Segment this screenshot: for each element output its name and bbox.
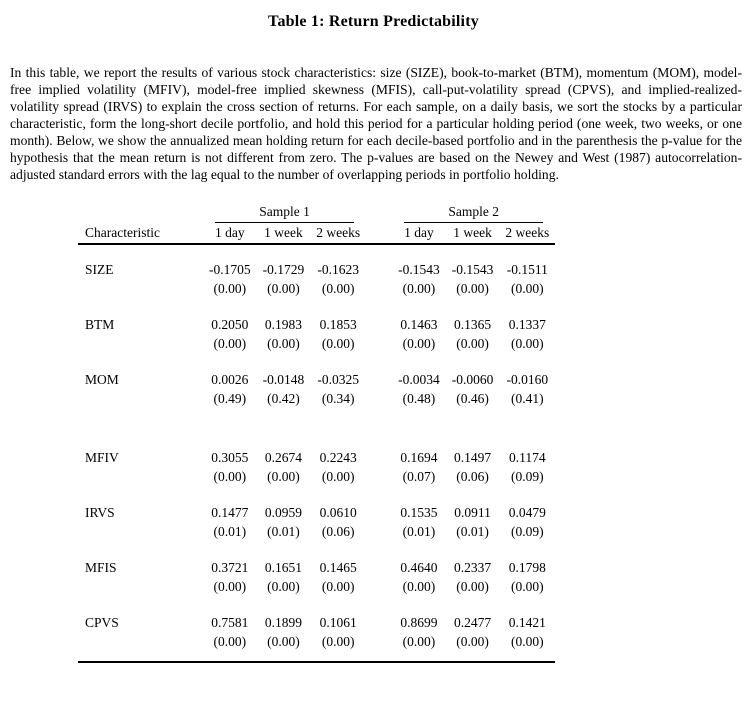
return-value-cell: 0.3055 (211, 450, 249, 465)
column-gap (366, 577, 392, 596)
p-value-cell: (0.06) (456, 469, 489, 484)
characteristic-cell-empty (78, 577, 203, 596)
return-value-cell: 0.2477 (454, 615, 492, 630)
pvalue-row (78, 467, 555, 486)
characteristic-cell: MFIS (85, 560, 117, 575)
p-value-cell: (0.00) (402, 281, 436, 296)
pvalue-row (78, 279, 555, 298)
spacer-cell (78, 244, 555, 260)
return-value-cell: -0.1705 (209, 262, 251, 277)
p-value-cell: (0.00) (321, 469, 355, 484)
pvalue-row (78, 522, 555, 541)
column-gap (366, 223, 392, 244)
column-gap (366, 448, 392, 467)
p-value-cell: (0.00) (267, 634, 300, 649)
return-value-cell: -0.1729 (262, 262, 305, 277)
spacer-cell (78, 298, 555, 315)
empty-header-cell (78, 202, 203, 223)
p-value-cell: (0.41) (511, 391, 544, 406)
return-value-cell: 0.1899 (264, 615, 302, 630)
sample2-group-header (392, 202, 555, 223)
p-value-cell: (0.00) (321, 634, 355, 649)
spacer-row (78, 353, 555, 370)
column-header: 1 day (392, 223, 446, 244)
column-gap (366, 467, 392, 486)
p-value-cell: (0.00) (213, 281, 247, 296)
column-header-row (78, 223, 555, 244)
return-value-cell: 0.1651 (264, 560, 302, 575)
return-value-cell: -0.0325 (317, 372, 359, 387)
p-value-cell: (0.00) (267, 579, 300, 594)
value-row (78, 370, 555, 389)
return-value-cell: 0.7581 (211, 615, 249, 630)
sample1-group-label: Sample 1 (215, 202, 354, 223)
p-value-cell: (0.00) (267, 336, 300, 351)
return-value-cell: 0.8699 (400, 615, 438, 630)
p-value-cell: (0.01) (456, 524, 489, 539)
p-value-cell: (0.06) (321, 524, 355, 539)
pvalue-row (78, 632, 555, 651)
spacer-cell (78, 651, 555, 662)
pvalue-row (78, 389, 555, 408)
return-value-cell: -0.1623 (317, 262, 359, 277)
return-value-cell: 0.1421 (508, 615, 546, 630)
characteristic-cell-empty (78, 522, 203, 541)
p-value-cell: (0.09) (511, 524, 544, 539)
return-value-cell: -0.0160 (506, 372, 549, 387)
spacer-cell (78, 486, 555, 503)
results-table (78, 202, 555, 663)
spacer-cell (78, 596, 555, 613)
p-value-cell: (0.00) (213, 336, 247, 351)
p-value-cell: (0.00) (456, 634, 489, 649)
return-value-cell: 0.1337 (508, 317, 546, 332)
p-value-cell: (0.42) (267, 391, 300, 406)
p-value-cell: (0.00) (321, 579, 355, 594)
p-value-cell: (0.01) (267, 524, 300, 539)
spacer-cell (78, 353, 555, 370)
characteristic-cell-empty (78, 467, 203, 486)
p-value-cell: (0.00) (267, 469, 300, 484)
return-value-cell: 0.2337 (454, 560, 492, 575)
column-header: 1 day (203, 223, 257, 244)
p-value-cell: (0.00) (456, 281, 489, 296)
p-value-cell: (0.00) (321, 281, 355, 296)
table-header (78, 202, 555, 244)
p-value-cell: (0.48) (402, 391, 436, 406)
p-value-cell: (0.00) (511, 281, 544, 296)
characteristic-cell: SIZE (85, 262, 114, 277)
return-value-cell: -0.0034 (398, 372, 440, 387)
return-value-cell: 0.0610 (319, 505, 357, 520)
return-value-cell: 0.1853 (319, 317, 357, 332)
sample2-group-label: Sample 2 (404, 202, 543, 223)
p-value-cell: (0.00) (511, 634, 544, 649)
p-value-cell: (0.00) (402, 634, 436, 649)
p-value-cell: (0.00) (267, 281, 300, 296)
sample-header-row (78, 202, 555, 223)
p-value-cell: (0.00) (402, 579, 436, 594)
p-value-cell: (0.00) (511, 336, 544, 351)
characteristic-cell: MFIV (85, 450, 119, 465)
return-value-cell: 0.1365 (454, 317, 492, 332)
spacer-row (78, 541, 555, 558)
column-header: 2 weeks (310, 223, 366, 244)
p-value-cell: (0.00) (456, 336, 489, 351)
p-value-cell: (0.00) (456, 579, 489, 594)
column-gap (366, 315, 392, 334)
return-value-cell: 0.1535 (400, 505, 438, 520)
value-row (78, 613, 555, 632)
spacer-row (78, 596, 555, 613)
characteristic-cell-empty (78, 279, 203, 298)
column-gap (366, 202, 392, 223)
sample1-group-header (203, 202, 366, 223)
return-value-cell: 0.0479 (508, 505, 546, 520)
column-gap (366, 279, 392, 298)
characteristic-cell-empty (78, 632, 203, 651)
column-gap (366, 334, 392, 353)
spacer-row (78, 651, 555, 662)
return-value-cell: 0.2674 (264, 450, 302, 465)
return-value-cell: 0.4640 (400, 560, 438, 575)
spacer-row (78, 486, 555, 503)
column-gap (366, 503, 392, 522)
spacer-row (78, 408, 555, 448)
return-value-cell: 0.1463 (400, 317, 438, 332)
return-value-cell: -0.0148 (262, 372, 305, 387)
column-header: 2 weeks (499, 223, 555, 244)
characteristic-cell: MOM (85, 372, 119, 387)
spacer-cell (78, 408, 555, 448)
column-gap (366, 632, 392, 651)
return-value-cell: 0.1497 (454, 450, 492, 465)
column-gap (366, 370, 392, 389)
return-value-cell: 0.1174 (509, 450, 546, 465)
p-value-cell: (0.09) (511, 469, 544, 484)
p-value-cell: (0.00) (213, 469, 247, 484)
value-row (78, 558, 555, 577)
p-value-cell: (0.00) (213, 579, 247, 594)
column-gap (366, 613, 392, 632)
table-description: In this table, we report the results of various stock characteristics: size (SIZE), book-to-market (BTM), momentum (MOM), model-free implied volatility (MFIV), model-free implied skewness (MFIS), call-put-volatility spread (CPVS), and implied-realized-volatility spread (IRVS) to explain the cross section of returns. For each sample, on a daily basis, we sort the stocks by a particular characteristic, form the long-short decile portfolio, and hold this period for a particular holding period (one week, two weeks, or one month). Below, we show the annualized mean holding return for each decile-based portfolio and in the parenthesis the p-value for the hypothesis that the mean return is not different from zero. The p-values are based on the Newey and West (1987) autocorrelation-adjusted standard errors with the lag equal to the number of overlapping periods in portfolio holding. (10, 65, 742, 182)
value-row (78, 260, 555, 279)
return-value-cell: 0.1061 (319, 615, 357, 630)
characteristic-cell-empty (78, 334, 203, 353)
return-value-cell: 0.1798 (508, 560, 546, 575)
return-value-cell: 0.1477 (211, 505, 249, 520)
return-value-cell: 0.2243 (319, 450, 357, 465)
p-value-cell: (0.00) (213, 634, 247, 649)
return-value-cell: 0.0026 (211, 372, 249, 387)
return-value-cell: -0.1543 (451, 262, 494, 277)
p-value-cell: (0.01) (213, 524, 247, 539)
p-value-cell: (0.49) (213, 391, 247, 406)
return-value-cell: 0.3721 (211, 560, 249, 575)
p-value-cell: (0.46) (456, 391, 489, 406)
p-value-cell: (0.07) (402, 469, 436, 484)
p-value-cell: (0.00) (321, 336, 355, 351)
spacer-row (78, 298, 555, 315)
value-row (78, 503, 555, 522)
return-value-cell: 0.1694 (400, 450, 438, 465)
column-gap (366, 558, 392, 577)
p-value-cell: (0.34) (321, 391, 355, 406)
value-row (78, 315, 555, 334)
characteristic-header: Characteristic (78, 223, 203, 244)
p-value-cell: (0.00) (511, 579, 544, 594)
column-gap (366, 260, 392, 279)
pvalue-row (78, 334, 555, 353)
return-value-cell: 0.2050 (211, 317, 249, 332)
return-value-cell: -0.1543 (398, 262, 440, 277)
column-gap (366, 389, 392, 408)
column-header: 1 week (257, 223, 311, 244)
value-row (78, 448, 555, 467)
column-header: 1 week (446, 223, 500, 244)
characteristic-cell: CPVS (85, 615, 119, 630)
characteristic-cell: IRVS (85, 505, 115, 520)
pvalue-row (78, 577, 555, 596)
p-value-cell: (0.01) (402, 524, 436, 539)
return-value-cell: -0.0060 (451, 372, 494, 387)
spacer-row (78, 244, 555, 260)
p-value-cell: (0.00) (402, 336, 436, 351)
return-value-cell: 0.1465 (319, 560, 357, 575)
return-value-cell: 0.1983 (264, 317, 302, 332)
characteristic-cell-empty (78, 389, 203, 408)
return-value-cell: 0.0911 (454, 505, 491, 520)
table-body (78, 244, 555, 662)
return-value-cell: 0.0959 (264, 505, 302, 520)
table-title: Table 1: Return Predictability (268, 13, 479, 30)
spacer-cell (78, 541, 555, 558)
characteristic-cell: BTM (85, 317, 115, 332)
return-value-cell: -0.1511 (506, 262, 548, 277)
column-gap (366, 522, 392, 541)
